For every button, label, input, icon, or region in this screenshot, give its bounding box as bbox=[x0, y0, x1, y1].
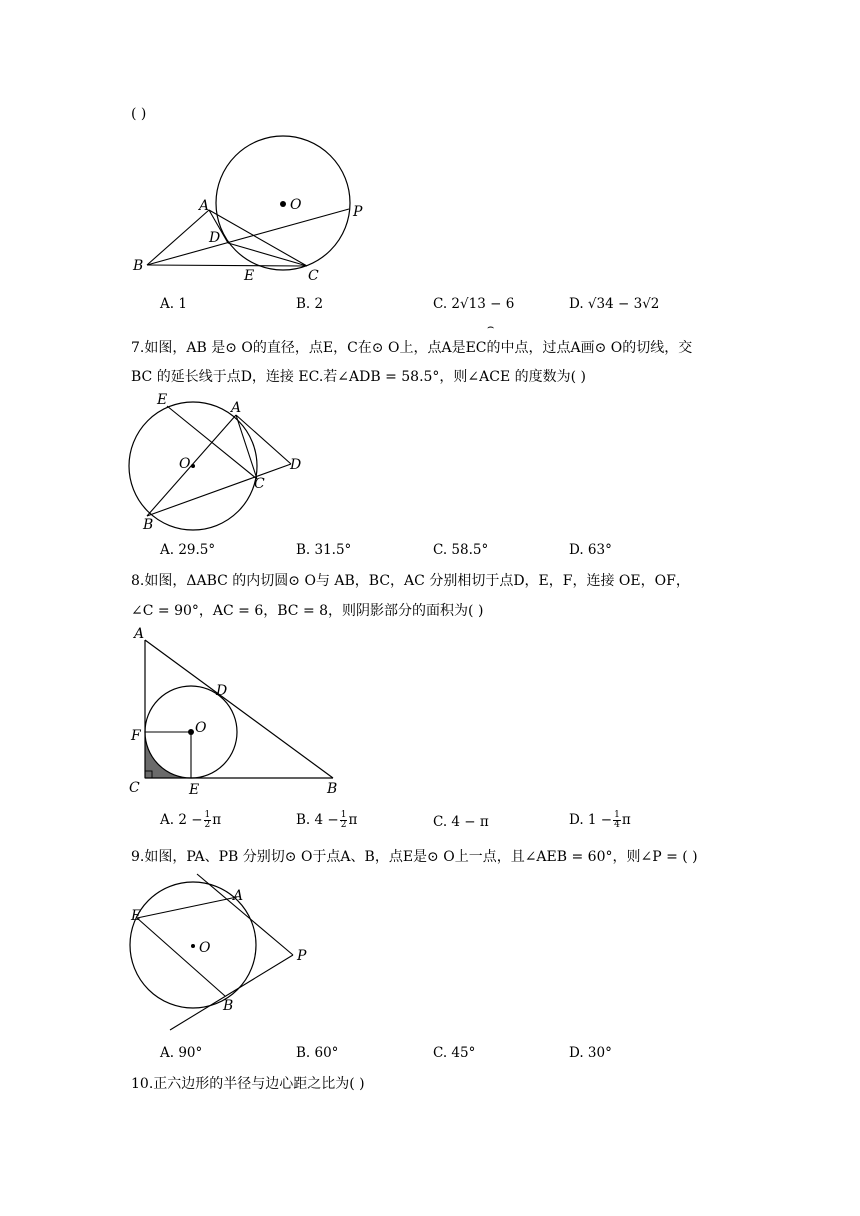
q6-option-b: B. 2 bbox=[296, 296, 324, 312]
q7-text-line1: 7.如图，AB 是⊙ O的直径，点E，C在⊙ O上，点A是EC的中点，过点A画⊙ O的切线，交 bbox=[131, 340, 693, 356]
q9-label-P: P bbox=[297, 948, 307, 964]
q6-option-a: A. 1 bbox=[160, 296, 187, 312]
q8-label-O: O bbox=[195, 720, 207, 736]
q7-label-O: O bbox=[179, 456, 191, 472]
q8-label-D: D bbox=[216, 683, 228, 699]
q9-figure bbox=[125, 870, 325, 1035]
q7-arc-mark: ⌢ bbox=[487, 320, 495, 333]
q9-option-a: A. 90° bbox=[160, 1045, 203, 1061]
q9-label-O: O bbox=[199, 940, 211, 956]
q6-label-E: E bbox=[244, 268, 255, 284]
q8-option-c: C. 4 − π bbox=[433, 814, 489, 830]
q8-text-line1: 8.如图，ΔABC 的内切圆⊙ O与 AB，BC，AC 分别相切于点D，E，F，连接 OE，OF， bbox=[131, 573, 690, 589]
q9-label-A: A bbox=[233, 888, 244, 904]
q6-answer-paren: ( ) bbox=[131, 106, 147, 122]
q7-label-C: C bbox=[254, 476, 265, 492]
q8-option-a: A. 2 − $\frac{1}{2}$ π bbox=[160, 810, 222, 830]
q7-label-E: E bbox=[157, 392, 168, 408]
q8-option-b: B. 4 − $\frac{1}{2}$ π bbox=[296, 810, 358, 830]
q7-option-a: A. 29.5° bbox=[160, 542, 216, 558]
q6-label-B: B bbox=[133, 258, 144, 274]
q8-label-C: C bbox=[129, 780, 140, 796]
q10-text-line1: 10.正六边形的半径与边心距之比为( ) bbox=[131, 1076, 365, 1092]
q8-option-d: D. 1 − $\frac{1}{4}$ π bbox=[569, 810, 631, 830]
q7-label-D: D bbox=[290, 457, 302, 473]
q9-text-line1: 9.如图，PA、PB 分别切⊙ O于点A、B，点E是⊙ O上一点，且∠AEB = 60°，则∠P = ( ) bbox=[131, 849, 698, 865]
q8-text-line2: ∠C = 90°，AC = 6，BC = 8，则阴影部分的面积为( ) bbox=[131, 603, 484, 619]
q6-label-P: P bbox=[353, 204, 363, 220]
q9-option-b: B. 60° bbox=[296, 1045, 339, 1061]
q6-figure bbox=[125, 130, 385, 290]
q6-label-D: D bbox=[209, 230, 221, 246]
q7-label-B: B bbox=[143, 517, 154, 533]
q9-label-B: B bbox=[223, 998, 234, 1014]
q6-label-A: A bbox=[199, 198, 210, 214]
q9-label-E: E bbox=[131, 908, 142, 924]
q6-label-O: O bbox=[290, 197, 302, 213]
q6-option-c: C. 2√13 − 6 bbox=[433, 296, 515, 312]
q8-label-B: B bbox=[327, 781, 338, 797]
q7-option-d: D. 63° bbox=[569, 542, 612, 558]
q6-option-d: D. √34 − 3√2 bbox=[569, 296, 660, 312]
q8-label-E: E bbox=[189, 782, 200, 797]
q7-figure bbox=[125, 392, 325, 537]
q7-text-line2: BC 的延长线于点D，连接 EC.若∠ADB = 58.5°，则∠ACE 的度数为( ) bbox=[131, 369, 587, 385]
q8-label-F: F bbox=[131, 728, 141, 744]
q7-label-A: A bbox=[231, 400, 242, 416]
q7-option-b: B. 31.5° bbox=[296, 542, 352, 558]
q8-figure bbox=[125, 622, 355, 797]
q7-option-c: C. 58.5° bbox=[433, 542, 489, 558]
q8-label-A: A bbox=[134, 626, 145, 642]
q6-label-C: C bbox=[308, 268, 319, 284]
q9-option-c: C. 45° bbox=[433, 1045, 476, 1061]
q9-option-d: D. 30° bbox=[569, 1045, 612, 1061]
